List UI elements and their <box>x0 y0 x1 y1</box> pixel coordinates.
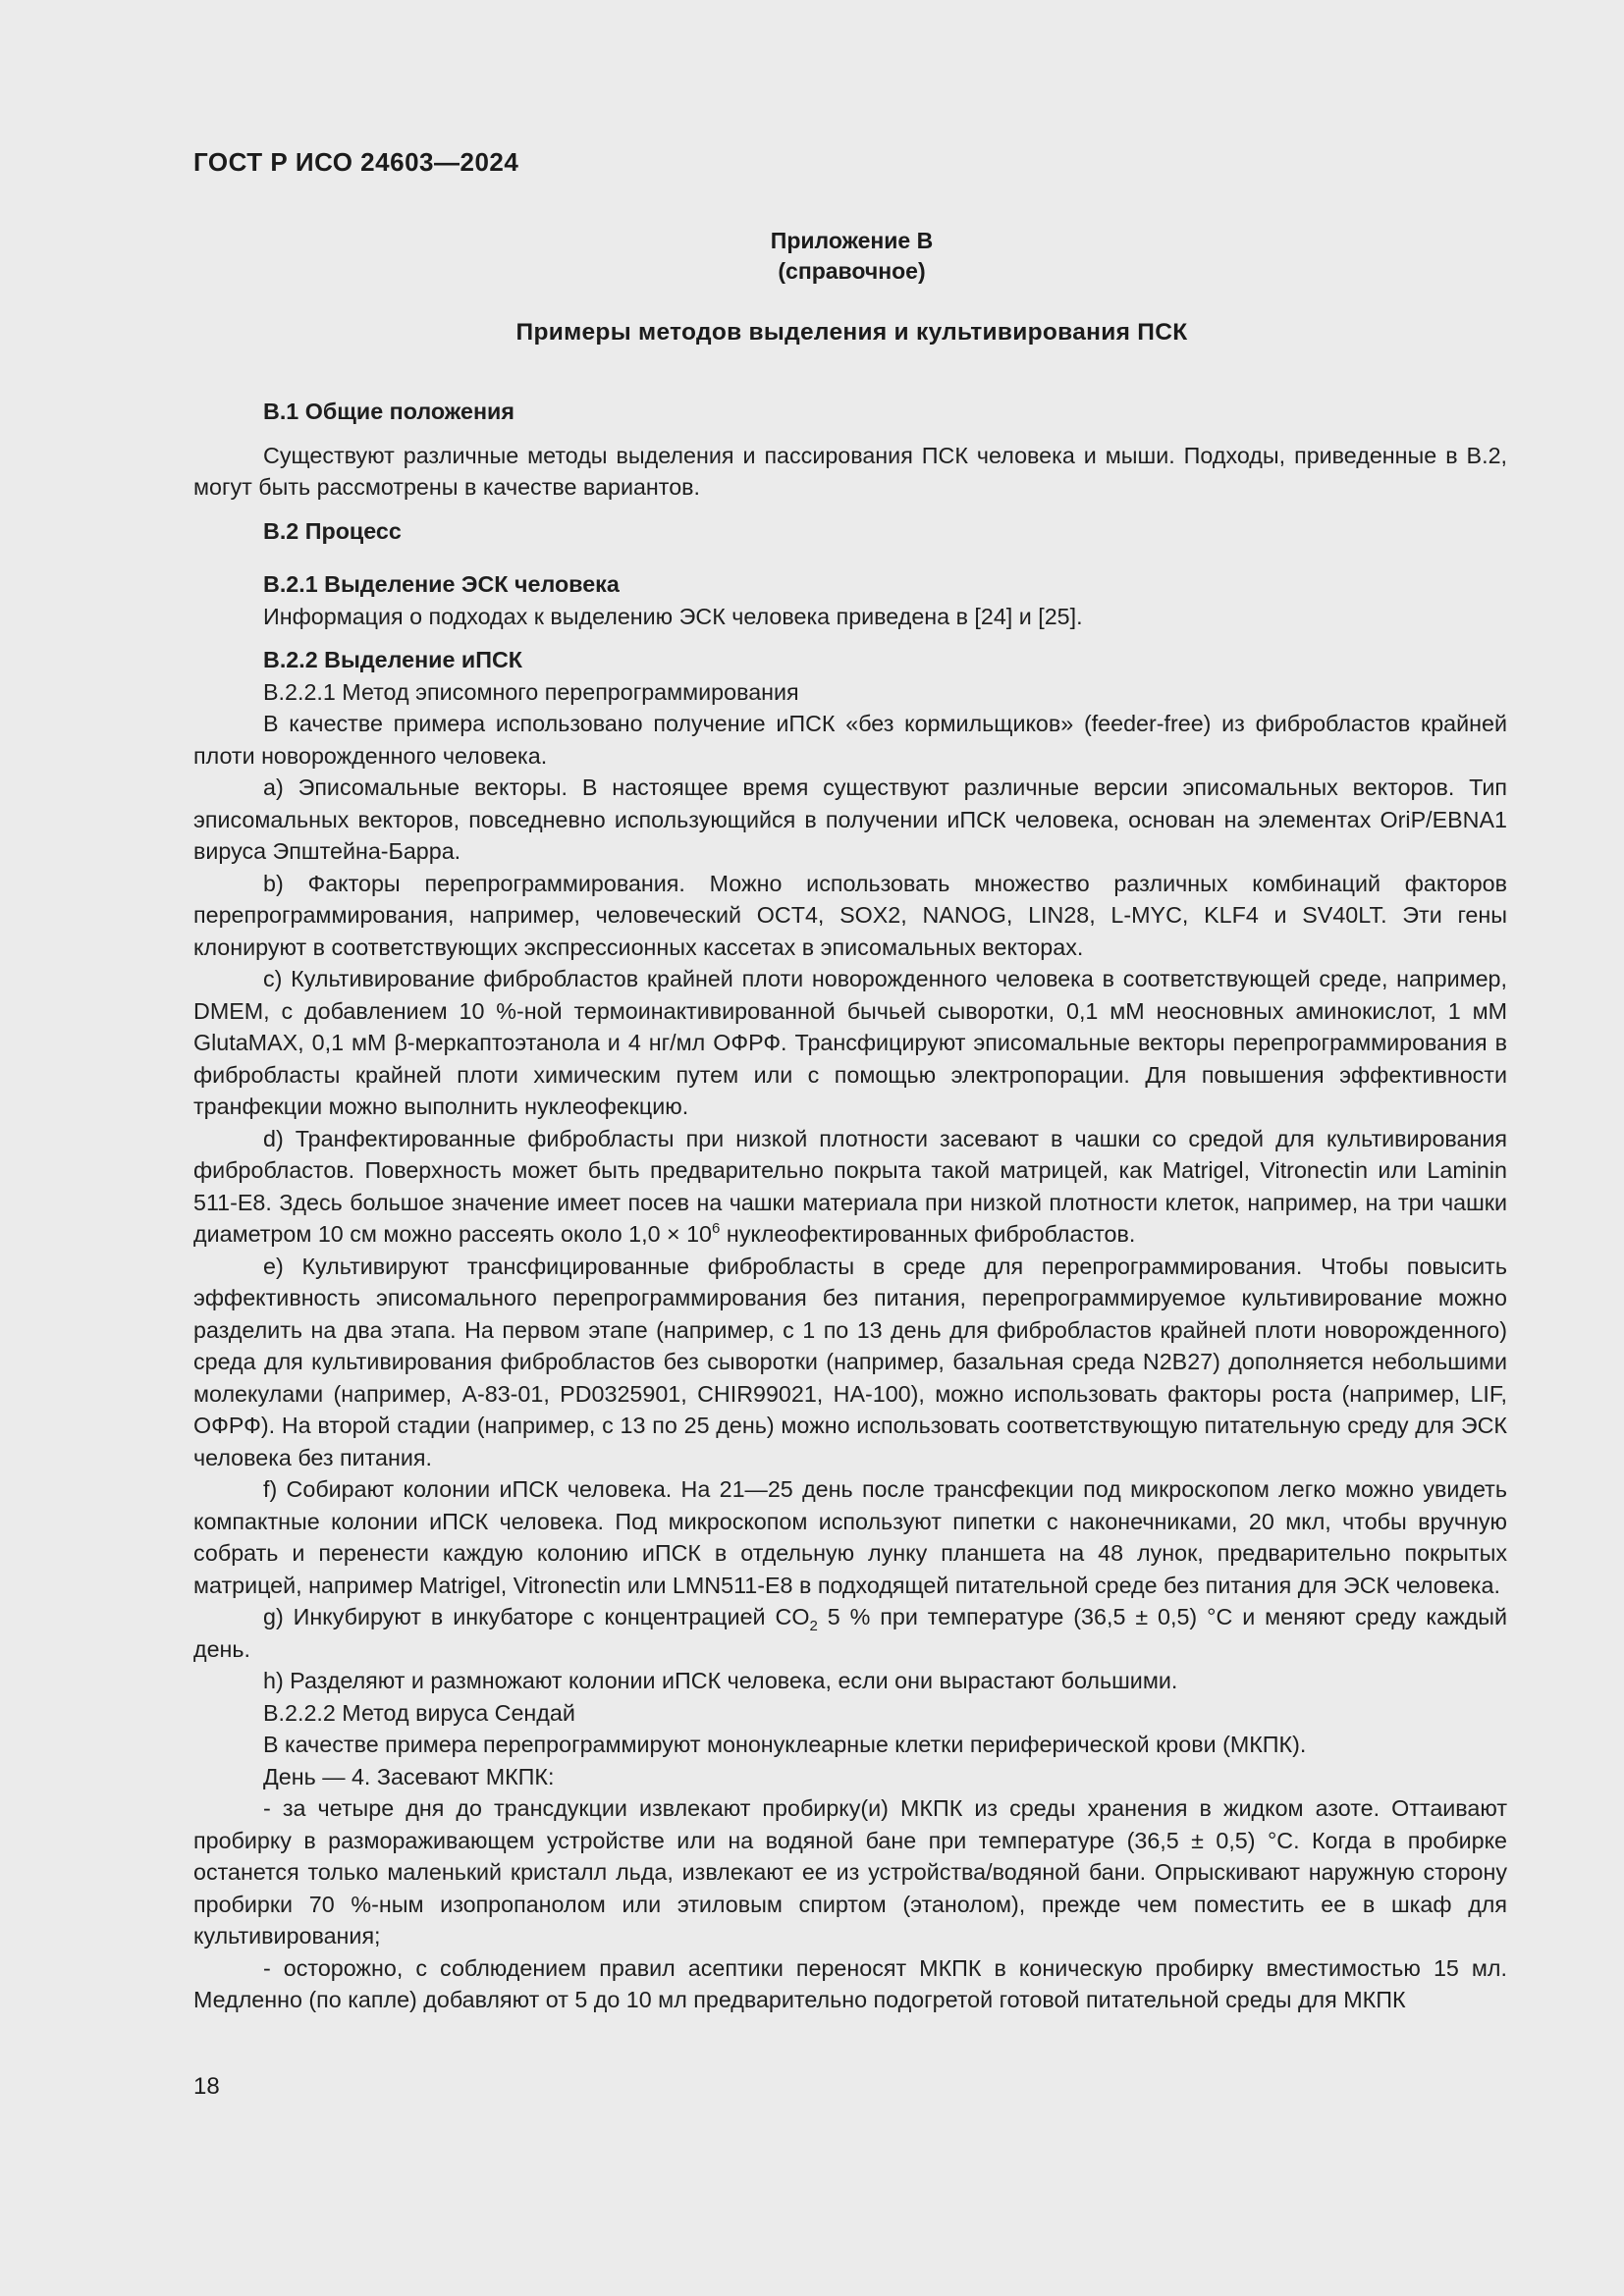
standard-id: ГОСТ Р ИСО 24603—2024 <box>193 147 519 177</box>
dash-item: - осторожно, с соблюдением правил асептики переносят МКПК в коническую пробирку вместимостью 15 мл. Медленно (по капле) добавляют от 5 до 10 мл предварительно подогретой готовой питательной среды для МКПК <box>193 1954 1507 2012</box>
subsection-heading: В.2.1 Выделение ЭСК человека <box>263 571 620 597</box>
list-item-text: g) Инкубируют в инкубаторе с концентрацией CO <box>263 1604 810 1629</box>
clause-heading: В.2.2.2 Метод вируса Сендай <box>263 1699 575 1726</box>
list-item: а) Эписомальные векторы. В настоящее время существуют различные версии эписомальных векторов. Тип эписомальных векторов, повседневно использующийся в получении иПСК человека, основан на элементах OriP/EBNA1 вируса Эпштейна-Барра. <box>193 774 1507 864</box>
list-item-text: d) Транфектированные фибробласты при низкой плотности засевают в чашки со средой для культивирования фибробластов. Поверхность может быть предварительно покрыта такой матрицей, как Matrigel, Vitronectin или Laminin 511-E8. Здесь большое значение имеет посев на чашки материала при низкой плотности клеток, например, на три чашки диаметром 10 см можно рассеять около 1,0 × 10 <box>193 1125 1507 1247</box>
list-item-text: 5 % при температуре (36,5 ± 0,5) °C и меняют среду каждый день. <box>193 1604 1507 1662</box>
annex-status: (справочное) <box>778 258 926 284</box>
list-item: е) Культивируют трансфицированные фибробласты в среде для перепрограммирования. Чтобы повысить эффективность эписомального перепрограммирования без питания, перепрограммируемое культивирование можно разделить на два этапа. На первом этапе (например, с 1 по 13 день для фибробластов крайней плоти новорожденного) среда для культивирования фибробластов без сыворотки (например, базальная среда N2B27) дополняется небольшими молекулами (например, A-83-01, PD0325901, CHIR99021, HA-100), можно использовать факторы роста (например, LIF, ОФРФ). На второй стадии (например, с 13 по 25 день) можно использовать соответствующую питательную среду для ЭСК человека без питания. <box>193 1253 1507 1470</box>
list-item: b) Факторы перепрограммирования. Можно использовать множество различных комбинаций факторов перепрограммирования, например, человеческий OCT4, SOX2, NANOG, LIN28, L-MYC, KLF4 и SV40LT. Эти гены клонируют в соответствующих экспрессионных кассетах в эписомальных векторах. <box>193 870 1507 960</box>
subscript: 2 <box>809 1618 818 1634</box>
list-item: с) Культивирование фибробластов крайней плоти новорожденного человека в соответствующей среде, например, DMEM, с добавлением 10 %-ной термоинактивированной бычьей сыворотки, 0,1 мМ неосновных аминокислот, 1 мМ GlutaMAX, 0,1 мМ β-меркаптоэтанола и 4 нг/мл ОФРФ. Трансфицируют эписомальные векторы перепрограммирования в фибробласты крайней плоти химическим путем или с помощью электропорации. Для повышения эффективности транфекции можно выполнить нуклеофекцию. <box>193 966 1507 1119</box>
paragraph: Информация о подходах к выделению ЭСК человека приведена в [24] и [25]. <box>263 603 1083 629</box>
list-item <box>193 1123 1507 1251</box>
list-item <box>193 1601 1507 1665</box>
list-item: f) Собирают колонии иПСК человека. На 21—25 день после трансфекции под микроскопом легко можно увидеть компактные колонии иПСК человека. Под микроскопом используют пипетки с наконечниками, 20 мкл, чтобы вручную собрать и перенести каждую колонию иПСК в отдельную лунку планшета на 48 лунок, предварительно покрытых матрицей, например Matrigel, Vitronectin или LMN511-E8 в подходящей питательной среде без питания для ЭСК человека. <box>193 1476 1507 1598</box>
list-item: h) Разделяют и размножают колонии иПСК человека, если они вырастают большими. <box>263 1668 1178 1693</box>
paragraph: В качестве примера использовано получение иПСК «без кормильщиков» (feeder-free) из фибробластов крайней плоти новорожденного человека. <box>193 711 1507 769</box>
section-heading: В.2 Процесс <box>263 517 402 544</box>
document-body <box>193 396 1507 2016</box>
page-number: 18 <box>193 2073 220 2100</box>
paragraph: В качестве примера перепрограммируют мононуклеарные клетки периферической крови (МКПК). <box>263 1732 1307 1757</box>
paragraph: День — 4. Засевают МКПК: <box>263 1763 555 1789</box>
annex-label: Приложение В <box>770 228 934 253</box>
clause-heading: В.2.2.1 Метод эписомного перепрограммирования <box>263 678 799 705</box>
subsection-heading: В.2.2 Выделение иПСК <box>263 647 523 672</box>
dash-item: - за четыре дня до трансдукции извлекают пробирку(и) МКПК из среды хранения в жидком азоте. Оттаивают пробирку в размораживающем устройстве или на водяной бане при температуре (36,5 ± 0,5) °C. Когда в пробирке останется только маленький кристалл льда, извлекают ее из устройства/водяной бани. Опрыскивают наружную сторону пробирки 70 %-ным изопропанолом или этиловым спиртом (этанолом), прежде чем поместить ее в шкаф для культивирования; <box>193 1795 1507 1949</box>
annex-title: Примеры методов выделения и культивирования ПСК <box>515 319 1188 346</box>
exponent: 6 <box>712 1220 721 1237</box>
list-item-text: нуклеофектированных фибробластов. <box>720 1221 1136 1247</box>
annex-heading <box>0 226 1624 287</box>
paragraph: Существуют различные методы выделения и пассирования ПСК человека и мыши. Подходы, приведенные в В.2, могут быть рассмотрены в качестве вариантов. <box>193 442 1507 500</box>
section-heading: В.1 Общие положения <box>263 399 514 424</box>
